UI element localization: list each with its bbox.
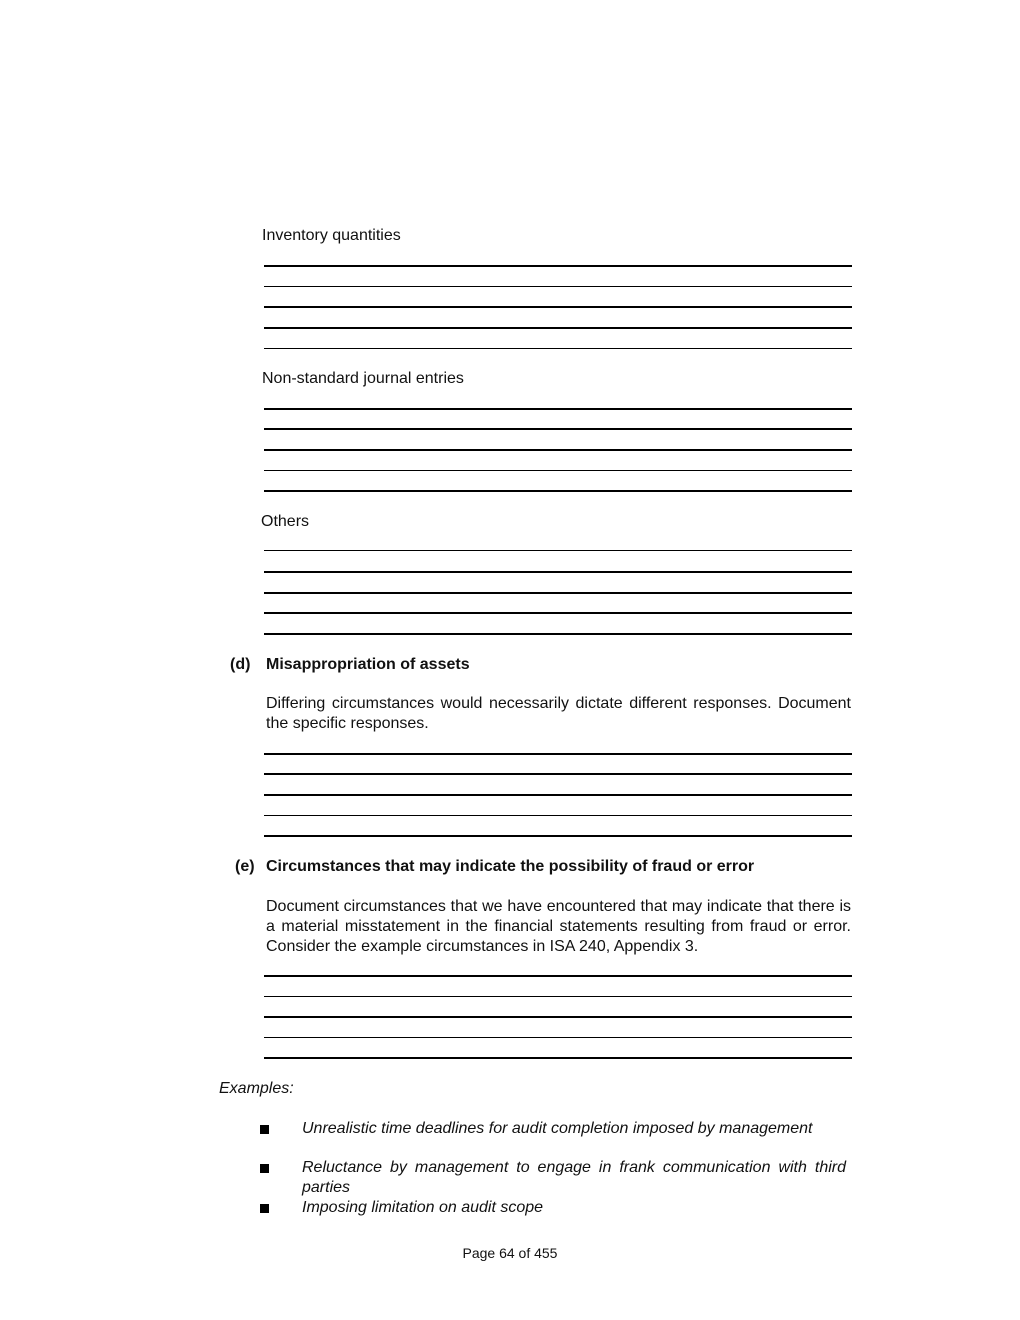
others-answer-lines[interactable]: [264, 550, 852, 635]
answer-line: [264, 1016, 852, 1018]
section-d-answer-lines[interactable]: [264, 753, 852, 837]
answer-line: [264, 612, 852, 614]
example-item: Imposing limitation on audit scope: [302, 1199, 544, 1216]
others-label: Others: [261, 513, 310, 530]
answer-line: [264, 306, 852, 308]
bullet-square-icon: [260, 1164, 269, 1173]
answer-line: [264, 286, 852, 287]
inventory-quantities-label: Inventory quantities: [262, 227, 401, 244]
answer-line: [264, 470, 852, 471]
inventory-answer-lines[interactable]: [264, 265, 852, 349]
answer-line: [264, 408, 852, 410]
answer-line: [264, 327, 852, 329]
section-e-heading: Circumstances that may indicate the possibility of fraud or error: [266, 858, 755, 875]
section-d-marker: (d): [230, 656, 251, 673]
page-number: Page 64 of 455: [462, 1245, 558, 1261]
answer-line: [264, 428, 852, 430]
answer-line: [264, 996, 852, 997]
answer-line: [264, 490, 852, 492]
examples-label: Examples:: [219, 1080, 294, 1097]
answer-line: [264, 265, 852, 267]
answer-line: [264, 835, 852, 837]
bullet-square-icon: [260, 1204, 269, 1213]
section-e-marker: (e): [235, 858, 255, 875]
answer-line: [264, 348, 852, 349]
section-e-answer-lines[interactable]: [264, 975, 852, 1059]
answer-line: [264, 773, 852, 775]
non-standard-answer-lines[interactable]: [264, 408, 852, 492]
answer-line: [264, 633, 852, 635]
answer-line: [264, 1057, 852, 1059]
non-standard-journal-entries-label: Non-standard journal entries: [262, 370, 464, 387]
example-item: Reluctance by management to engage in frank communication with third parties: [302, 1159, 846, 1196]
answer-line: [264, 975, 852, 977]
section-d-body: Differing circumstances would necessarily dictate different responses. Document the specific responses.: [266, 695, 851, 732]
answer-line: [264, 1037, 852, 1038]
answer-line: [264, 753, 852, 755]
answer-line: [264, 550, 852, 551]
bullet-square-icon: [260, 1125, 269, 1134]
answer-line: [264, 449, 852, 451]
section-d-heading: Misappropriation of assets: [266, 656, 470, 673]
section-e-body: Document circumstances that we have encountered that may indicate that there is a material misstatement in the financial statements resulting from fraud or error. Consider the example circumstances in ISA 240, Appendix 3.: [266, 898, 851, 955]
answer-line: [264, 571, 852, 573]
answer-line: [264, 815, 852, 816]
answer-line: [264, 794, 852, 796]
example-item: Unrealistic time deadlines for audit completion imposed by management: [302, 1120, 813, 1137]
answer-line: [264, 592, 852, 594]
